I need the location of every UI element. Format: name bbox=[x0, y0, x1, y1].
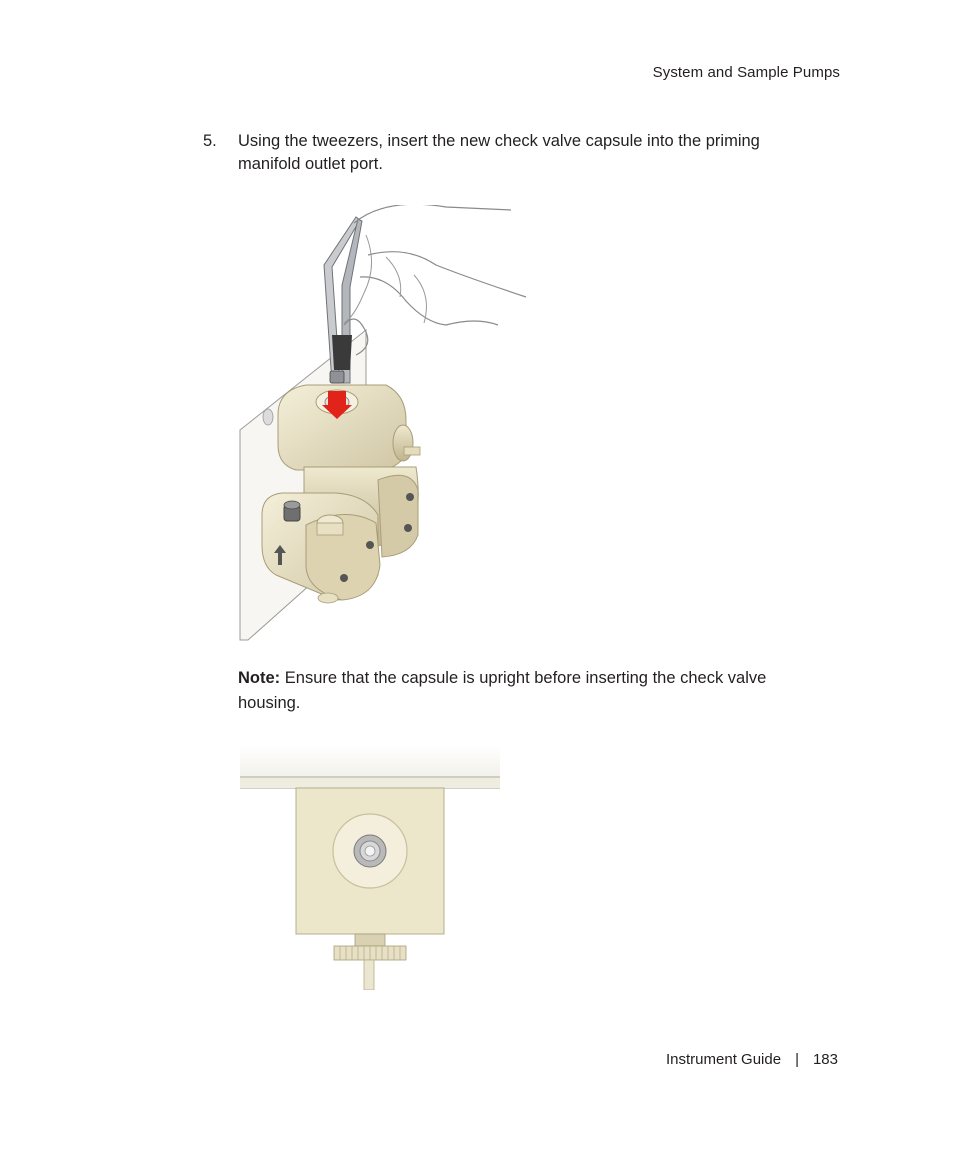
note-label: Note: bbox=[238, 669, 281, 687]
step-number: 5. bbox=[203, 132, 217, 150]
step-text: Using the tweezers, insert the new check valve capsule into the priming manifold outlet port. bbox=[238, 132, 760, 173]
running-header: System and Sample Pumps bbox=[652, 64, 840, 81]
footer-guide-name: Instrument Guide bbox=[666, 1051, 782, 1068]
page-number: 183 bbox=[812, 1051, 838, 1068]
note-text: Ensure that the capsule is upright before inserting the check valve housing. bbox=[238, 669, 767, 712]
tweezers-insert-capsule-illustration bbox=[236, 205, 536, 645]
footer-separator: | bbox=[795, 1051, 799, 1068]
note bbox=[238, 666, 803, 716]
page-footer bbox=[666, 1051, 838, 1068]
capsule-upright-view-illustration bbox=[240, 740, 505, 990]
